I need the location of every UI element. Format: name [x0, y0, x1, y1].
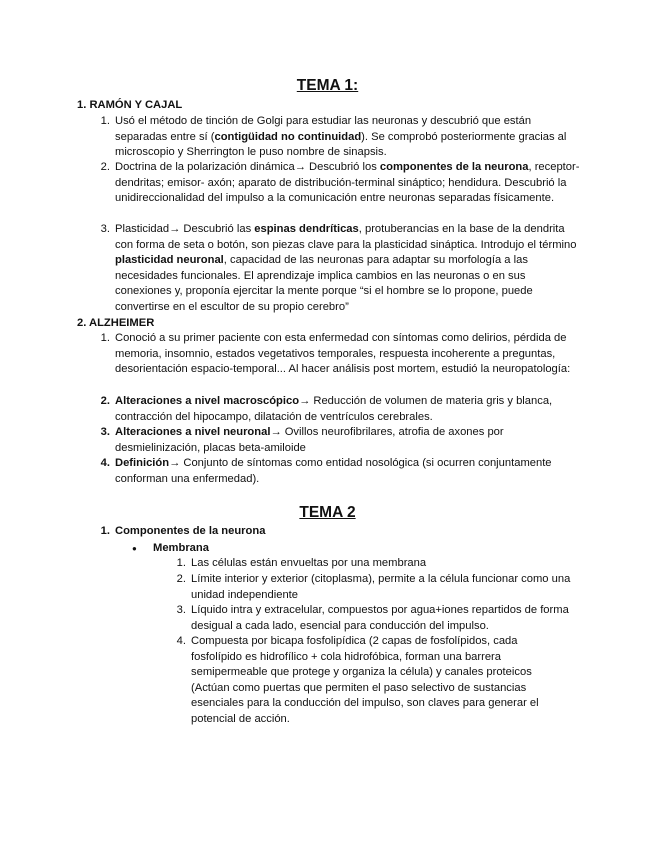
bold-term: Alteraciones a nivel macroscópico: [115, 395, 300, 407]
bold-term: componentes de la neurona: [379, 161, 529, 173]
text-run: → Conjunto de síntomas como entidad nosológica (si ocurren conjuntamente conforman una enfermedad).: [115, 457, 552, 485]
list-item-text: [115, 425, 585, 456]
list-item-text: Componentes de la neurona: [115, 525, 266, 537]
section-heading-ramon-y-cajal: 1. RAMÓN Y CAJAL: [77, 99, 183, 111]
tema2-title: TEMA 2: [299, 504, 356, 521]
list-number: 3.: [100, 426, 110, 438]
list-number: 4.: [176, 635, 186, 647]
list-item-text: [115, 331, 585, 378]
text-run: Conoció a su primer paciente con esta enfermedad con síntomas como delirios, pérdida de memoria, insomnio, estados vegetativos temporales, respuesta incoherente a preguntas, desorientación espacio-temporal... Al hacer análisis post mortem, estudió la neuropatología:: [115, 332, 571, 376]
list-item-text: Líquido intra y extracelular, compuestos por agua+iones repartidos de forma desigual a cada lado, esencial para conducción del impulso.: [191, 604, 569, 632]
list-item-text: Límite interior y exterior (citoplasma), permite a la célula funcionar como una unidad independiente: [191, 573, 571, 601]
list-item-text: [115, 222, 585, 316]
text-run: , receptor- dendritas; emisor- axón; aparato de distribución-terminal sináptico; hendidura. Descubrió la unidireccionalidad del impulso a la comunicación entre neuronas separadas físicamente.: [115, 161, 580, 205]
text-run: Plasticidad→ Descubrió las: [115, 223, 255, 235]
text-run: , capacidad de las neuronas para adaptar su morfología a las necesidades funcionales. El aprendizaje implica cambios en las neuronas o en sus conexiones y, proponía ejercitar la mente porque “si el hombre se lo propone, puede convertirse en el escultor de su propio cerebro”: [115, 254, 533, 313]
list-number: 1.: [100, 332, 110, 344]
list-item-text: [115, 456, 585, 487]
list-item-text: [115, 160, 585, 207]
text-run: , protuberancias en la base de la dendrita con forma de seta o botón, son piezas clave para la plasticidad sináptica. Introdujo el término: [115, 223, 577, 251]
list-item-text: Las células están envueltas por una membrana: [191, 557, 427, 569]
list-number: 1.: [100, 115, 110, 127]
bold-term: Alteraciones a nivel neuronal: [115, 426, 271, 438]
bold-term: espinas dendríticas: [254, 223, 359, 235]
list-item-text: Compuesta por bicapa fosfolipídica (2 capas de fosfolípidos, cada fosfolípido es hidrofílico + cola hidrofóbica, forman una barrera semipermeable que protege y organiza la célula) y canales proteicos (Actúan como puertas que permiten el paso selectivo de sustancias esenciales para la conducción del impulso, son claves para generar el potencial de acción.: [191, 635, 539, 725]
list-number: 2.: [100, 161, 110, 173]
bold-term: Definición: [115, 457, 170, 469]
list-item-text: [115, 394, 585, 425]
section-heading-alzheimer: 2. ALZHEIMER: [77, 317, 155, 329]
bullet-label: Membrana: [153, 542, 209, 554]
list-number: 1.: [100, 525, 110, 537]
list-number: 3.: [176, 604, 186, 616]
list-number: 2.: [100, 395, 110, 407]
bold-term: plasticidad neuronal: [115, 254, 224, 267]
list-number: 2.: [176, 573, 186, 585]
list-number: 3.: [100, 223, 110, 235]
text-run: Doctrina de la polarización dinámica→ Descubrió los: [115, 161, 380, 173]
text-run: Usó el método de tinción de Golgi para estudiar las neuronas y descubrió que están separadas entre sí (: [115, 115, 532, 143]
bullet-dot-icon: ●: [132, 544, 137, 553]
text-run: ). Se comprobó posteriormente gracias al microscopio y Sherrington le puso nombre de sinapsis.: [115, 130, 567, 159]
text-run: → Reducción de volumen de materia gris y blanca, contracción del hipocampo, dilatación de ventrículos cerebrales.: [115, 395, 553, 423]
list-number: 1.: [176, 557, 186, 569]
tema1-title: TEMA 1:: [296, 77, 359, 94]
list-number: 4.: [100, 457, 110, 469]
text-run: → Ovillos neurofibrilares, atrofia de axones por desmielinización, placas beta-amiloide: [115, 426, 504, 454]
list-item-text: [115, 114, 585, 161]
bold-term: contigüidad no continuidad: [214, 130, 362, 143]
